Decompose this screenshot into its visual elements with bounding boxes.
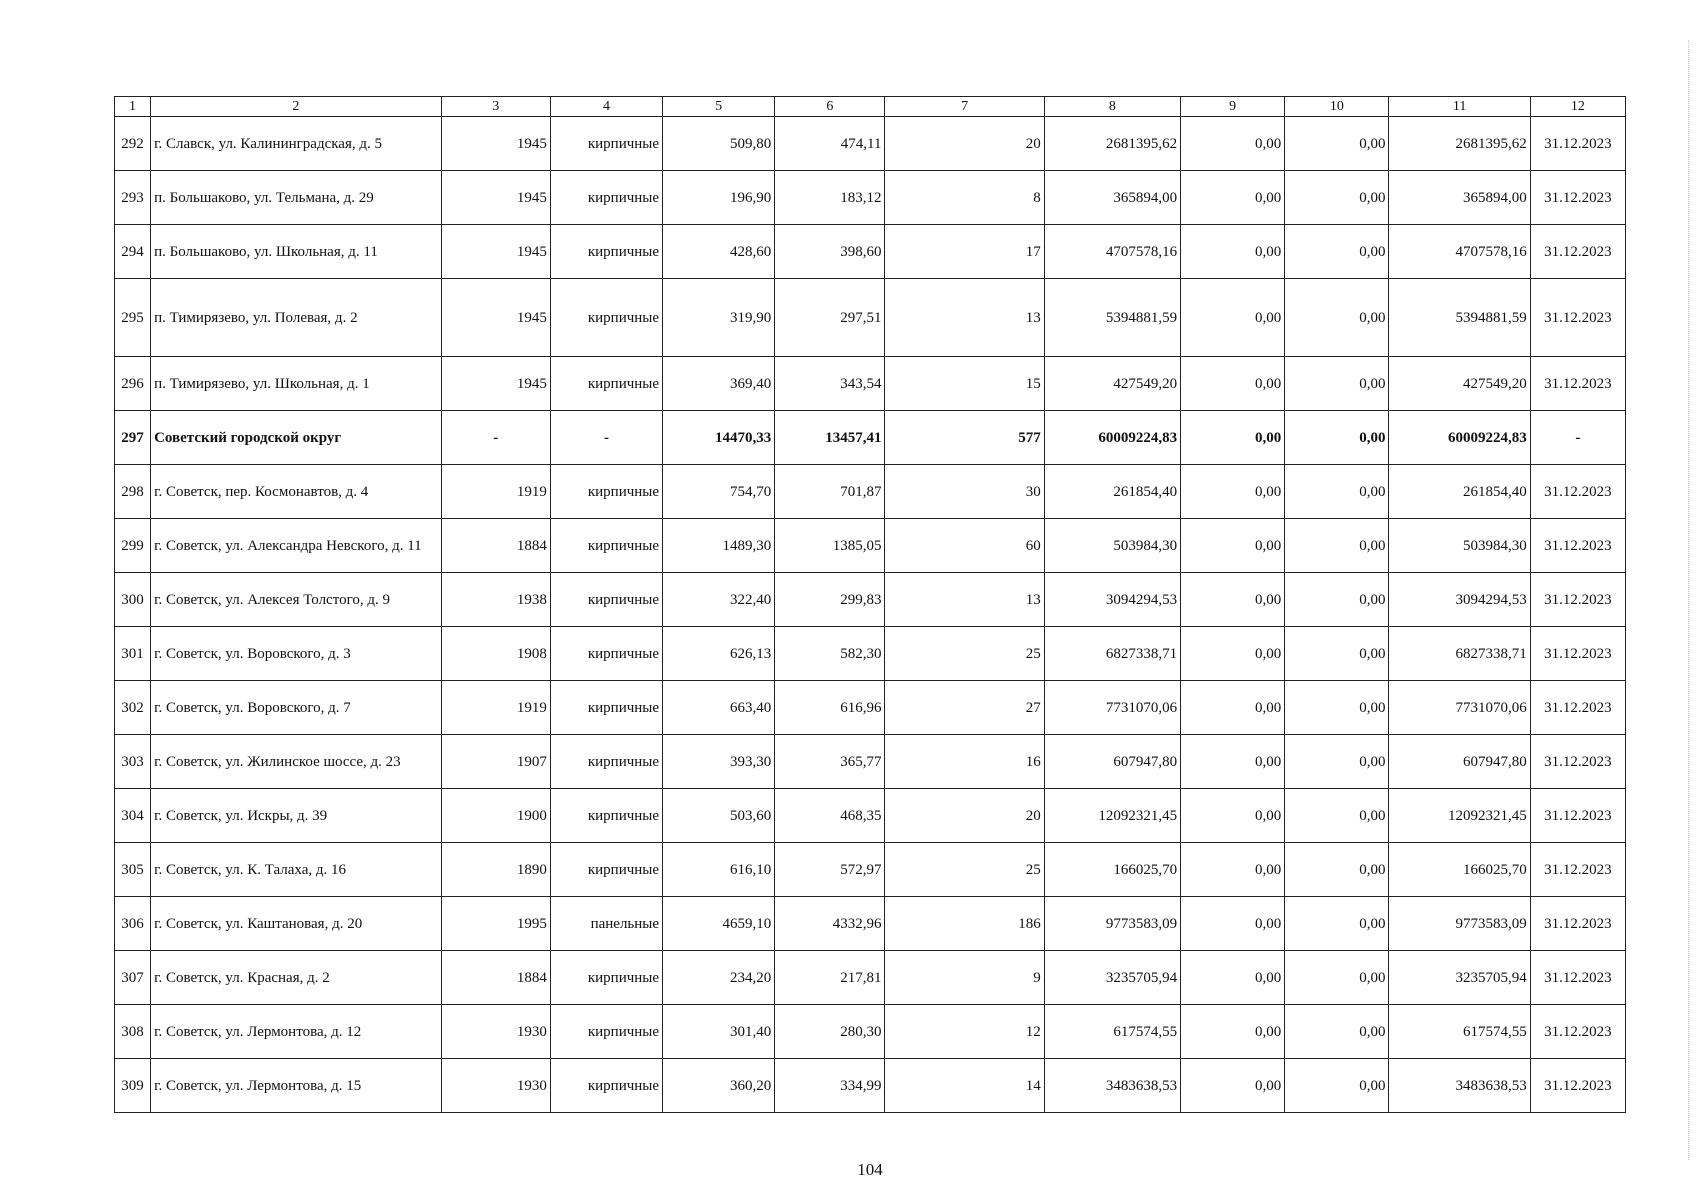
- date-cell: 31.12.2023: [1530, 225, 1625, 279]
- row-number: 294: [115, 225, 151, 279]
- value-cell-10: 0,00: [1285, 1059, 1389, 1113]
- table-row: [115, 951, 1626, 1005]
- address-cell: п. Большаково, ул. Школьная, д. 11: [151, 225, 442, 279]
- value-cell-10: 0,00: [1285, 681, 1389, 735]
- wall-material-cell: кирпичные: [550, 789, 662, 843]
- column-number-row: [115, 97, 1626, 117]
- wall-material-cell: кирпичные: [550, 843, 662, 897]
- value-cell-8: 3094294,53: [1044, 573, 1180, 627]
- date-cell: 31.12.2023: [1530, 171, 1625, 225]
- wall-material-cell: кирпичные: [550, 279, 662, 357]
- value-cell-7: 17: [885, 225, 1044, 279]
- row-number: 308: [115, 1005, 151, 1059]
- value-cell-7: 25: [885, 843, 1044, 897]
- column-number: 12: [1530, 97, 1625, 117]
- year-cell: 1945: [441, 171, 550, 225]
- value-cell-7: 20: [885, 117, 1044, 171]
- value-cell-11: 3483638,53: [1389, 1059, 1530, 1113]
- value-cell-9: 0,00: [1181, 117, 1285, 171]
- value-cell-11: 365894,00: [1389, 171, 1530, 225]
- address-cell: г. Советск, ул. Жилинское шоссе, д. 23: [151, 735, 442, 789]
- year-cell: 1995: [441, 897, 550, 951]
- year-cell: 1930: [441, 1059, 550, 1113]
- value-cell-10: 0,00: [1285, 789, 1389, 843]
- table-row: [115, 171, 1626, 225]
- value-cell-5: 754,70: [663, 465, 775, 519]
- value-cell-8: 5394881,59: [1044, 279, 1180, 357]
- address-cell: п. Тимирязево, ул. Полевая, д. 2: [151, 279, 442, 357]
- wall-material-cell: кирпичные: [550, 519, 662, 573]
- table-row: [115, 573, 1626, 627]
- address-cell: г. Советск, ул. Каштановая, д. 20: [151, 897, 442, 951]
- value-cell-7: 14: [885, 1059, 1044, 1113]
- row-number: 299: [115, 519, 151, 573]
- date-cell: 31.12.2023: [1530, 897, 1625, 951]
- value-cell-7: 13: [885, 279, 1044, 357]
- address-cell: г. Советск, пер. Космонавтов, д. 4: [151, 465, 442, 519]
- value-cell-8: 60009224,83: [1044, 411, 1180, 465]
- value-cell-5: 360,20: [663, 1059, 775, 1113]
- value-cell-11: 617574,55: [1389, 1005, 1530, 1059]
- value-cell-7: 12: [885, 1005, 1044, 1059]
- value-cell-11: 503984,30: [1389, 519, 1530, 573]
- value-cell-6: 299,83: [775, 573, 885, 627]
- value-cell-6: 365,77: [775, 735, 885, 789]
- scan-edge-mark: [1687, 40, 1689, 1160]
- value-cell-9: 0,00: [1181, 789, 1285, 843]
- value-cell-6: 1385,05: [775, 519, 885, 573]
- value-cell-10: 0,00: [1285, 117, 1389, 171]
- date-cell: 31.12.2023: [1530, 951, 1625, 1005]
- wall-material-cell: кирпичные: [550, 951, 662, 1005]
- date-cell: 31.12.2023: [1530, 735, 1625, 789]
- year-cell: 1938: [441, 573, 550, 627]
- value-cell-9: 0,00: [1181, 1005, 1285, 1059]
- value-cell-6: 297,51: [775, 279, 885, 357]
- address-cell: г. Советск, ул. Лермонтова, д. 15: [151, 1059, 442, 1113]
- value-cell-6: 468,35: [775, 789, 885, 843]
- wall-material-cell: панельные: [550, 897, 662, 951]
- value-cell-9: 0,00: [1181, 573, 1285, 627]
- value-cell-11: 12092321,45: [1389, 789, 1530, 843]
- value-cell-10: 0,00: [1285, 1005, 1389, 1059]
- value-cell-10: 0,00: [1285, 357, 1389, 411]
- address-cell: г. Советск, ул. К. Талаха, д. 16: [151, 843, 442, 897]
- value-cell-11: 3235705,94: [1389, 951, 1530, 1005]
- value-cell-6: 183,12: [775, 171, 885, 225]
- value-cell-11: 7731070,06: [1389, 681, 1530, 735]
- value-cell-8: 2681395,62: [1044, 117, 1180, 171]
- year-cell: 1945: [441, 357, 550, 411]
- value-cell-9: 0,00: [1181, 225, 1285, 279]
- table-row: [115, 627, 1626, 681]
- value-cell-5: 196,90: [663, 171, 775, 225]
- row-number: 307: [115, 951, 151, 1005]
- value-cell-9: 0,00: [1181, 171, 1285, 225]
- value-cell-10: 0,00: [1285, 627, 1389, 681]
- value-cell-5: 369,40: [663, 357, 775, 411]
- year-cell: 1884: [441, 519, 550, 573]
- value-cell-9: 0,00: [1181, 735, 1285, 789]
- value-cell-6: 398,60: [775, 225, 885, 279]
- address-cell: г. Славск, ул. Калининградская, д. 5: [151, 117, 442, 171]
- value-cell-6: 13457,41: [775, 411, 885, 465]
- value-cell-9: 0,00: [1181, 1059, 1285, 1113]
- table-row-total: [115, 411, 1626, 465]
- value-cell-11: 6827338,71: [1389, 627, 1530, 681]
- date-cell: 31.12.2023: [1530, 1005, 1625, 1059]
- address-cell: г. Советск, ул. Алексея Толстого, д. 9: [151, 573, 442, 627]
- value-cell-8: 7731070,06: [1044, 681, 1180, 735]
- table-row: [115, 1005, 1626, 1059]
- page-number: 104: [857, 1160, 883, 1179]
- column-number: 1: [115, 97, 151, 117]
- table-row: [115, 279, 1626, 357]
- table-row: [115, 465, 1626, 519]
- wall-material-cell: кирпичные: [550, 225, 662, 279]
- wall-material-cell: кирпичные: [550, 573, 662, 627]
- address-cell: г. Советск, ул. Александра Невского, д. 11: [151, 519, 442, 573]
- date-cell: 31.12.2023: [1530, 117, 1625, 171]
- value-cell-5: 4659,10: [663, 897, 775, 951]
- value-cell-5: 1489,30: [663, 519, 775, 573]
- value-cell-9: 0,00: [1181, 627, 1285, 681]
- year-cell: 1884: [441, 951, 550, 1005]
- wall-material-cell: -: [550, 411, 662, 465]
- value-cell-11: 427549,20: [1389, 357, 1530, 411]
- address-cell: п. Большаково, ул. Тельмана, д. 29: [151, 171, 442, 225]
- year-cell: -: [441, 411, 550, 465]
- value-cell-5: 428,60: [663, 225, 775, 279]
- value-cell-5: 322,40: [663, 573, 775, 627]
- column-number: 3: [441, 97, 550, 117]
- value-cell-8: 6827338,71: [1044, 627, 1180, 681]
- value-cell-7: 20: [885, 789, 1044, 843]
- year-cell: 1919: [441, 465, 550, 519]
- value-cell-11: 5394881,59: [1389, 279, 1530, 357]
- row-number: 300: [115, 573, 151, 627]
- value-cell-5: 626,13: [663, 627, 775, 681]
- value-cell-10: 0,00: [1285, 279, 1389, 357]
- value-cell-7: 13: [885, 573, 1044, 627]
- address-cell: г. Советск, ул. Красная, д. 2: [151, 951, 442, 1005]
- value-cell-11: 2681395,62: [1389, 117, 1530, 171]
- row-number: 303: [115, 735, 151, 789]
- table-row: [115, 789, 1626, 843]
- value-cell-11: 3094294,53: [1389, 573, 1530, 627]
- year-cell: 1890: [441, 843, 550, 897]
- value-cell-5: 663,40: [663, 681, 775, 735]
- value-cell-7: 15: [885, 357, 1044, 411]
- value-cell-11: 9773583,09: [1389, 897, 1530, 951]
- address-cell: г. Советск, ул. Искры, д. 39: [151, 789, 442, 843]
- year-cell: 1919: [441, 681, 550, 735]
- value-cell-7: 30: [885, 465, 1044, 519]
- row-number: 302: [115, 681, 151, 735]
- value-cell-6: 474,11: [775, 117, 885, 171]
- value-cell-5: 616,10: [663, 843, 775, 897]
- value-cell-10: 0,00: [1285, 843, 1389, 897]
- value-cell-10: 0,00: [1285, 465, 1389, 519]
- value-cell-5: 393,30: [663, 735, 775, 789]
- year-cell: 1907: [441, 735, 550, 789]
- value-cell-9: 0,00: [1181, 411, 1285, 465]
- value-cell-8: 166025,70: [1044, 843, 1180, 897]
- row-number: 298: [115, 465, 151, 519]
- value-cell-6: 572,97: [775, 843, 885, 897]
- column-number: 6: [775, 97, 885, 117]
- row-number: 304: [115, 789, 151, 843]
- value-cell-7: 9: [885, 951, 1044, 1005]
- value-cell-11: 607947,80: [1389, 735, 1530, 789]
- date-cell: -: [1530, 411, 1625, 465]
- value-cell-6: 343,54: [775, 357, 885, 411]
- year-cell: 1900: [441, 789, 550, 843]
- column-number: 8: [1044, 97, 1180, 117]
- value-cell-6: 616,96: [775, 681, 885, 735]
- column-number: 5: [663, 97, 775, 117]
- address-cell: г. Советск, ул. Воровского, д. 7: [151, 681, 442, 735]
- value-cell-8: 3483638,53: [1044, 1059, 1180, 1113]
- date-cell: 31.12.2023: [1530, 519, 1625, 573]
- value-cell-9: 0,00: [1181, 843, 1285, 897]
- wall-material-cell: кирпичные: [550, 735, 662, 789]
- wall-material-cell: кирпичные: [550, 681, 662, 735]
- value-cell-10: 0,00: [1285, 951, 1389, 1005]
- value-cell-10: 0,00: [1285, 171, 1389, 225]
- wall-material-cell: кирпичные: [550, 465, 662, 519]
- value-cell-8: 607947,80: [1044, 735, 1180, 789]
- wall-material-cell: кирпичные: [550, 171, 662, 225]
- table-row: [115, 897, 1626, 951]
- value-cell-10: 0,00: [1285, 897, 1389, 951]
- date-cell: 31.12.2023: [1530, 681, 1625, 735]
- address-cell: п. Тимирязево, ул. Школьная, д. 1: [151, 357, 442, 411]
- wall-material-cell: кирпичные: [550, 1059, 662, 1113]
- year-cell: 1930: [441, 1005, 550, 1059]
- value-cell-8: 3235705,94: [1044, 951, 1180, 1005]
- column-number: 2: [151, 97, 442, 117]
- housing-register-table: [114, 96, 1626, 1113]
- value-cell-9: 0,00: [1181, 681, 1285, 735]
- value-cell-8: 503984,30: [1044, 519, 1180, 573]
- row-number: 296: [115, 357, 151, 411]
- value-cell-6: 334,99: [775, 1059, 885, 1113]
- table-row: [115, 225, 1626, 279]
- value-cell-10: 0,00: [1285, 573, 1389, 627]
- column-number: 7: [885, 97, 1044, 117]
- value-cell-5: 234,20: [663, 951, 775, 1005]
- table-row: [115, 357, 1626, 411]
- date-cell: 31.12.2023: [1530, 789, 1625, 843]
- value-cell-9: 0,00: [1181, 519, 1285, 573]
- table-row: [115, 1059, 1626, 1113]
- table-row: [115, 681, 1626, 735]
- address-cell: г. Советск, ул. Воровского, д. 3: [151, 627, 442, 681]
- column-number: 11: [1389, 97, 1530, 117]
- row-number: 306: [115, 897, 151, 951]
- value-cell-10: 0,00: [1285, 411, 1389, 465]
- value-cell-7: 577: [885, 411, 1044, 465]
- value-cell-7: 186: [885, 897, 1044, 951]
- value-cell-11: 4707578,16: [1389, 225, 1530, 279]
- value-cell-6: 280,30: [775, 1005, 885, 1059]
- row-number: 292: [115, 117, 151, 171]
- year-cell: 1945: [441, 279, 550, 357]
- address-cell: г. Советск, ул. Лермонтова, д. 12: [151, 1005, 442, 1059]
- value-cell-7: 8: [885, 171, 1044, 225]
- value-cell-8: 12092321,45: [1044, 789, 1180, 843]
- wall-material-cell: кирпичные: [550, 627, 662, 681]
- wall-material-cell: кирпичные: [550, 117, 662, 171]
- value-cell-5: 319,90: [663, 279, 775, 357]
- value-cell-8: 427549,20: [1044, 357, 1180, 411]
- row-number: 309: [115, 1059, 151, 1113]
- value-cell-9: 0,00: [1181, 951, 1285, 1005]
- date-cell: 31.12.2023: [1530, 843, 1625, 897]
- value-cell-10: 0,00: [1285, 735, 1389, 789]
- value-cell-7: 16: [885, 735, 1044, 789]
- value-cell-6: 217,81: [775, 951, 885, 1005]
- value-cell-9: 0,00: [1181, 279, 1285, 357]
- row-number: 297: [115, 411, 151, 465]
- value-cell-6: 701,87: [775, 465, 885, 519]
- value-cell-6: 4332,96: [775, 897, 885, 951]
- address-cell: Советский городской округ: [151, 411, 442, 465]
- date-cell: 31.12.2023: [1530, 279, 1625, 357]
- value-cell-5: 509,80: [663, 117, 775, 171]
- date-cell: 31.12.2023: [1530, 573, 1625, 627]
- value-cell-5: 301,40: [663, 1005, 775, 1059]
- table-body: [115, 117, 1626, 1113]
- year-cell: 1908: [441, 627, 550, 681]
- value-cell-7: 60: [885, 519, 1044, 573]
- date-cell: 31.12.2023: [1530, 627, 1625, 681]
- table-row: [115, 735, 1626, 789]
- value-cell-11: 261854,40: [1389, 465, 1530, 519]
- value-cell-9: 0,00: [1181, 897, 1285, 951]
- row-number: 301: [115, 627, 151, 681]
- date-cell: 31.12.2023: [1530, 357, 1625, 411]
- value-cell-8: 4707578,16: [1044, 225, 1180, 279]
- value-cell-5: 503,60: [663, 789, 775, 843]
- year-cell: 1945: [441, 117, 550, 171]
- row-number: 305: [115, 843, 151, 897]
- value-cell-11: 60009224,83: [1389, 411, 1530, 465]
- value-cell-7: 27: [885, 681, 1044, 735]
- wall-material-cell: кирпичные: [550, 1005, 662, 1059]
- table-row: [115, 843, 1626, 897]
- column-number: 10: [1285, 97, 1389, 117]
- value-cell-5: 14470,33: [663, 411, 775, 465]
- value-cell-8: 261854,40: [1044, 465, 1180, 519]
- value-cell-8: 9773583,09: [1044, 897, 1180, 951]
- date-cell: 31.12.2023: [1530, 1059, 1625, 1113]
- value-cell-8: 365894,00: [1044, 171, 1180, 225]
- column-number: 4: [550, 97, 662, 117]
- year-cell: 1945: [441, 225, 550, 279]
- value-cell-6: 582,30: [775, 627, 885, 681]
- column-number: 9: [1181, 97, 1285, 117]
- value-cell-10: 0,00: [1285, 519, 1389, 573]
- table-row: [115, 519, 1626, 573]
- date-cell: 31.12.2023: [1530, 465, 1625, 519]
- value-cell-10: 0,00: [1285, 225, 1389, 279]
- value-cell-11: 166025,70: [1389, 843, 1530, 897]
- row-number: 295: [115, 279, 151, 357]
- table-row: [115, 117, 1626, 171]
- value-cell-8: 617574,55: [1044, 1005, 1180, 1059]
- row-number: 293: [115, 171, 151, 225]
- value-cell-9: 0,00: [1181, 465, 1285, 519]
- wall-material-cell: кирпичные: [550, 357, 662, 411]
- value-cell-7: 25: [885, 627, 1044, 681]
- value-cell-9: 0,00: [1181, 357, 1285, 411]
